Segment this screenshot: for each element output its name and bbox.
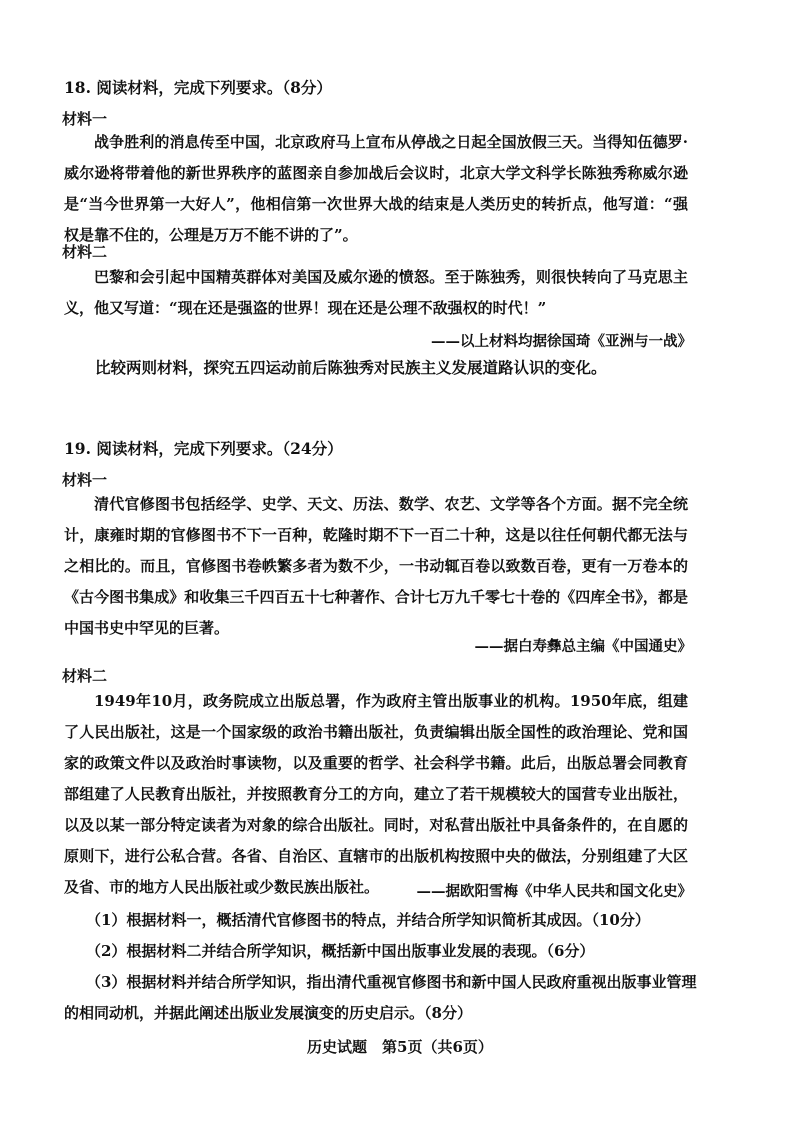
q19-material1-text: 清代官修图书包括经学、史学、天文、历法、数学、农艺、文学等各个方面。据不完全统计，康雍时期的官修图书不下一百种，乾隆时期不下一百二十种，这是以往任何朝代都无法与之相比的。而且，官修图书卷帙繁多者为数不少，一书动辄百卷以致数百卷，更有一万卷本的《古今图书集成》和收集三千四百五十七种著作、合计七万九千零七十卷的《四库全书》，都是中国书史中罕见的巨著。 — [64, 495, 688, 637]
q19-source2: ——据欧阳雪梅《中华人民共和国文化史》 — [416, 883, 692, 900]
q18-material1-label: 材料一 — [62, 110, 108, 128]
question-19-title: 19. 阅读材料，完成下列要求。（24分） — [64, 439, 343, 458]
question-18-title: 18. 阅读材料，完成下列要求。（8分） — [64, 78, 332, 97]
q19-requirement-2: （2）根据材料二并结合所学知识，概括新中国出版事业发展的表现。（6分） — [86, 942, 595, 960]
q19-requirement-3: （3）根据材料并结合所学知识，指出清代重视官修图书和新中国人民政府重视出版事业管理的相同动机，并据此阐述出版业发展演变的历史启示。（8分） — [64, 973, 697, 1022]
q18-task: 比较两则材料，探究五四运动前后陈独秀对民族主义发展道路认识的变化。 — [95, 358, 607, 377]
q18-source: ——以上材料均据徐国琦《亚洲与一战》 — [431, 333, 692, 350]
q19-requirement-1: （1）根据材料一，概括清代官修图书的特点，并结合所学知识简析其成因。（10分） — [86, 911, 650, 929]
q19-material1-label: 材料一 — [62, 471, 108, 489]
q19-material2-text: 1949年10月，政务院成立出版总署，作为政府主管出版事业的机构。1950年底，组建了人民出版社，这是一个国家级的政治书籍出版社，负责编辑出版全国性的政治理论、党和国家的政策文件以及政治时事读物，以及重要的哲学、社会科学书籍。此后，出版总署会同教育部组建了人民教育出版社，并按照教育分工的方向，建立了若干规模较大的国营专业出版社，以及以某一部分特定读者为对象的综合出版社。同时，对私营出版社中具备条件的，在自愿的原则下，进行公私合营。各省、自治区、直辖市的出版机构按照中央的做法，分别组建了大区及省、市的地方人民出版社或少数民族出版社。 — [64, 692, 688, 896]
q19-material2-label: 材料二 — [62, 667, 108, 685]
q18-material1-text: 战争胜利的消息传至中国，北京政府马上宣布从停战之日起全国放假三天。当得知伍德罗·威尔逊将带着他的新世界秩序的蓝图亲自参加战后会议时，北京大学文科学长陈独秀称威尔逊是“当今世界第一大好人”，他相信第一次世界大战的结束是人类历史的转折点，他写道：“强权是靠不住的，公理是万万不能不讲的了”。 — [64, 133, 688, 244]
q18-material2-text: 巴黎和会引起中国精英群体对美国及威尔逊的愤怒。至于陈独秀，则很快转向了马克思主义，他又写道：“现在还是强盗的世界！现在还是公理不敌强权的时代！” — [64, 268, 688, 317]
page-footer: 历史试题 第5页（共6页） — [307, 1038, 493, 1056]
q18-material2-label: 材料二 — [62, 243, 108, 261]
q19-source1: ——据白寿彝总主编《中国通史》 — [474, 638, 692, 655]
